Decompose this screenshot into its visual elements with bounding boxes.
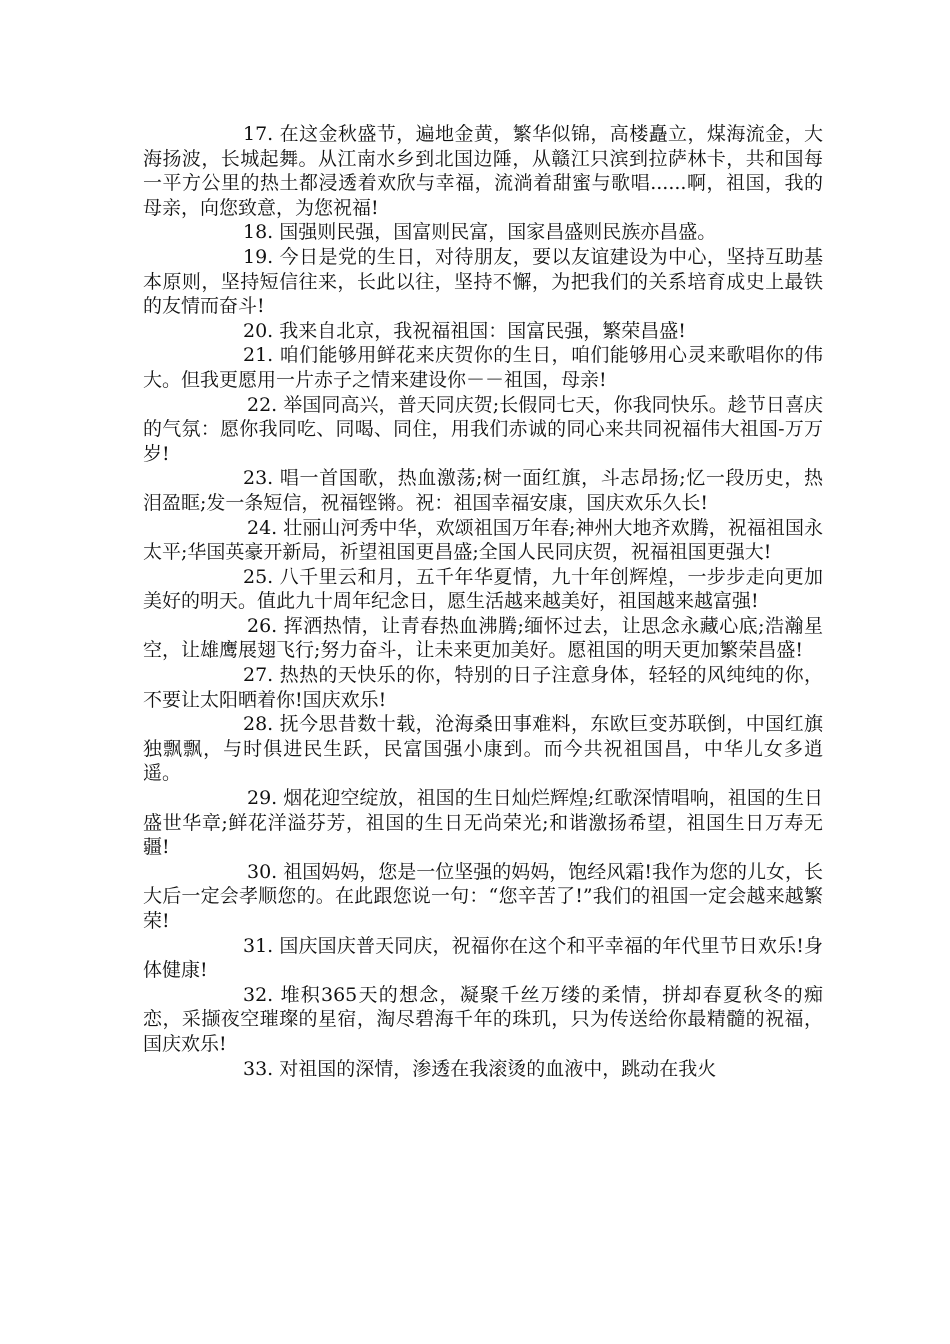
paragraph-25: 25. 八千里云和月，五千年华夏情，九十年创辉煌，一步步走向更加美好的明天。值此九十周年纪念日，愿生活越来越美好，祖国越来越富强! bbox=[143, 565, 823, 613]
paragraph-18: 18. 国强则民强，国富则民富，国家昌盛则民族亦昌盛。 bbox=[243, 221, 717, 244]
paragraph-26: 26. 挥洒热情，让青春热血沸腾;缅怀过去，让思念永藏心底;浩瀚星空，让雄鹰展翅飞行;努力奋斗，让未来更加美好。愿祖国的明天更加繁荣昌盛! bbox=[143, 614, 823, 662]
paragraph-27: 27. 热热的天快乐的你，特别的日子注意身体，轻轻的风纯纯的你，不要让太阳晒着你!国庆欢乐! bbox=[143, 664, 823, 711]
paragraph-28: 28. 抚今思昔数十载，沧海桑田事难料，东欧巨变苏联倒，中国红旗独飘飘，与时俱进民生跃，民富国强小康到。而今共祝祖国昌，中华儿女多逍遥。 bbox=[143, 713, 823, 785]
paragraph-22: 22. 举国同高兴，普天同庆贺;长假同七天，你我同快乐。趁节日喜庆的气氛：愿你我同吃、同喝、同住，用我们赤诚的同心来共同祝福伟大祖国-万万岁! bbox=[143, 393, 823, 465]
paragraph-19: 19. 今日是党的生日，对待朋友，要以友谊建设为中心，坚持互助基本原则，坚持短信往来，长此以往，坚持不懈，为把我们的关系培育成史上最铁的友情而奋斗! bbox=[143, 245, 823, 318]
paragraph-31: 31. 国庆国庆普天同庆，祝福你在这个和平幸福的年代里节日欢乐!身体健康! bbox=[143, 934, 823, 982]
paragraph-32: 32. 堆积365天的想念，凝聚千丝万缕的柔情，拼却春夏秋冬的痴恋，采撷夜空璀璨的星宿，淘尽碧海千年的珠玑，只为传送给你最精髓的祝福，国庆欢乐! bbox=[143, 983, 823, 1055]
paragraph-17: 17. 在这金秋盛节，遍地金黄，繁华似锦，高楼矗立，煤海流金，大海扬波，长城起舞。从江南水乡到北国边陲，从赣江只滨到拉萨林卡，共和国每一平方公里的热土都浸透着欢欣与幸福，流淌着甜蜜与歌唱......啊，祖国，我的母亲，向您致意，为您祝福! bbox=[143, 123, 823, 219]
paragraph-23: 23. 唱一首国歌，热血激荡;树一面红旗，斗志昂扬;忆一段历史，热泪盈眶;发一条短信，祝福铿锵。祝：祖国幸福安康，国庆欢乐久长! bbox=[143, 467, 823, 514]
paragraph-29: 29. 烟花迎空绽放，祖国的生日灿烂辉煌;红歌深情唱响，祖国的生日盛世华章;鲜花洋溢芬芳，祖国的生日无尚荣光;和谐激扬希望，祖国生日万寿无疆! bbox=[143, 787, 823, 859]
paragraph-30: 30. 祖国妈妈，您是一位坚强的妈妈，饱经风霜!我作为您的儿女，长大后一定会孝顺您的。在此跟您说一句：“您辛苦了!”我们的祖国一定会越来越繁荣! bbox=[143, 860, 823, 932]
paragraph-33: 33. 对祖国的深情，渗透在我滚烫的血液中，跳动在我火 bbox=[243, 1057, 717, 1080]
paragraph-24: 24. 壮丽山河秀中华，欢颂祖国万年春;神州大地齐欢腾，祝福祖国永太平;华国英豪开新局，祈望祖国更昌盛;全国人民同庆贺，祝福祖国更强大! bbox=[143, 516, 823, 564]
document-body bbox=[143, 122, 823, 1081]
paragraph-21: 21. 咱们能够用鲜花来庆贺你的生日，咱们能够用心灵来歌唱你的伟大。但我更愿用一片赤子之情来建设你－－祖国，母亲! bbox=[143, 344, 823, 391]
paragraph-20: 20. 我来自北京，我祝福祖国：国富民强，繁荣昌盛! bbox=[243, 319, 686, 342]
